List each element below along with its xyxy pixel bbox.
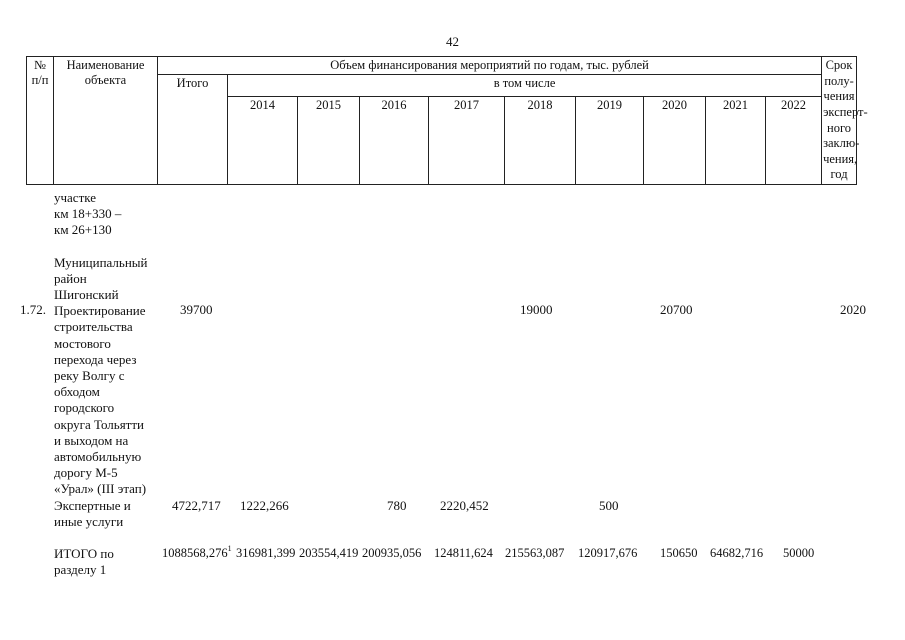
row-172-name-line: обходом <box>54 384 100 400</box>
header-deadline: Срок полу- чения эксперт- ного заклю- чения, год <box>822 57 857 185</box>
table-header <box>26 56 868 185</box>
expert-name-line: Экспертные и <box>54 497 131 513</box>
total-2014: 316981,399 <box>236 546 296 560</box>
row-172-name-line: реку Волгу с <box>54 368 125 384</box>
continuation-line: км 26+130 <box>54 222 112 238</box>
row-172-name-line: «Урал» (III этап) <box>54 481 147 497</box>
total-2021: 64682,716 <box>710 546 764 560</box>
row-172-name-line: и выходом на <box>54 432 129 448</box>
expert-name-line: иные услуги <box>54 513 124 529</box>
header-year: 2021 <box>706 97 766 185</box>
continuation-line: км 18+330 – <box>54 206 122 222</box>
header-num: № п/п <box>27 57 54 185</box>
total-2017: 124811,624 <box>434 546 493 560</box>
header-year: 2020 <box>644 97 706 185</box>
expert-2017: 2220,452 <box>440 498 489 513</box>
continuation-line: участке <box>54 190 97 205</box>
total-2018: 215563,087 <box>505 546 565 560</box>
total-2020: 150650 <box>660 546 698 560</box>
total-sum: 1088568,276$^1$ <box>162 544 232 560</box>
municipal-line: район <box>54 270 87 286</box>
total-name-line: ИТОГО по <box>54 546 114 562</box>
header-total: Итого <box>158 75 228 185</box>
total-2019: 120917,676 <box>578 546 638 560</box>
object-name-column <box>54 190 164 578</box>
expert-2019: 500 <box>599 498 619 513</box>
row-172-name-line: мостового <box>54 335 111 351</box>
total-2022: 50000 <box>783 546 815 560</box>
row-172-total: 39700 <box>180 302 213 317</box>
total-name-line: разделу 1 <box>54 562 107 578</box>
total-2016: 200935,056 <box>362 546 422 560</box>
municipal-line: Муниципальный <box>54 254 148 270</box>
row-172-name-line: перехода через <box>54 351 137 367</box>
expert-2016: 780 <box>387 498 407 513</box>
municipal-line: Шигонский <box>54 287 119 303</box>
row-172-name-line: округа Тольятти <box>54 416 145 432</box>
expert-total: 4722,717 <box>172 498 221 513</box>
header-name: Наименование объекта <box>54 57 158 185</box>
header-year: 2017 <box>429 97 505 185</box>
header-year: 2022 <box>766 97 822 185</box>
header-volume: Объем финансирования мероприятий по годам, тыс. рублей <box>158 57 822 75</box>
header-year: 2016 <box>360 97 429 185</box>
total-footnote-mark: 1 <box>227 544 232 553</box>
page-number: 42 <box>446 34 459 49</box>
header-year: 2018 <box>505 97 576 185</box>
row-172-number: 1.72. <box>20 302 46 317</box>
header-year: 2019 <box>576 97 644 185</box>
header-year: 2014 <box>228 97 298 185</box>
row-172-2018: 19000 <box>520 302 553 317</box>
header-in-that: в том числе <box>228 75 822 97</box>
row-172-name-line: автомобильную <box>54 449 142 465</box>
total-2015: 203554,419 <box>299 546 359 560</box>
header-year: 2015 <box>298 97 360 185</box>
expert-2014: 1222,266 <box>240 498 289 513</box>
row-172-2020: 20700 <box>660 302 693 317</box>
row-172-name-line: городского <box>54 400 115 416</box>
row-172-name-line: Проектирование <box>54 303 146 319</box>
row-172-name-line: дорогу М-5 <box>54 465 118 481</box>
row-172-deadline: 2020 <box>840 302 866 317</box>
row-172-name-line: строительства <box>54 319 133 335</box>
